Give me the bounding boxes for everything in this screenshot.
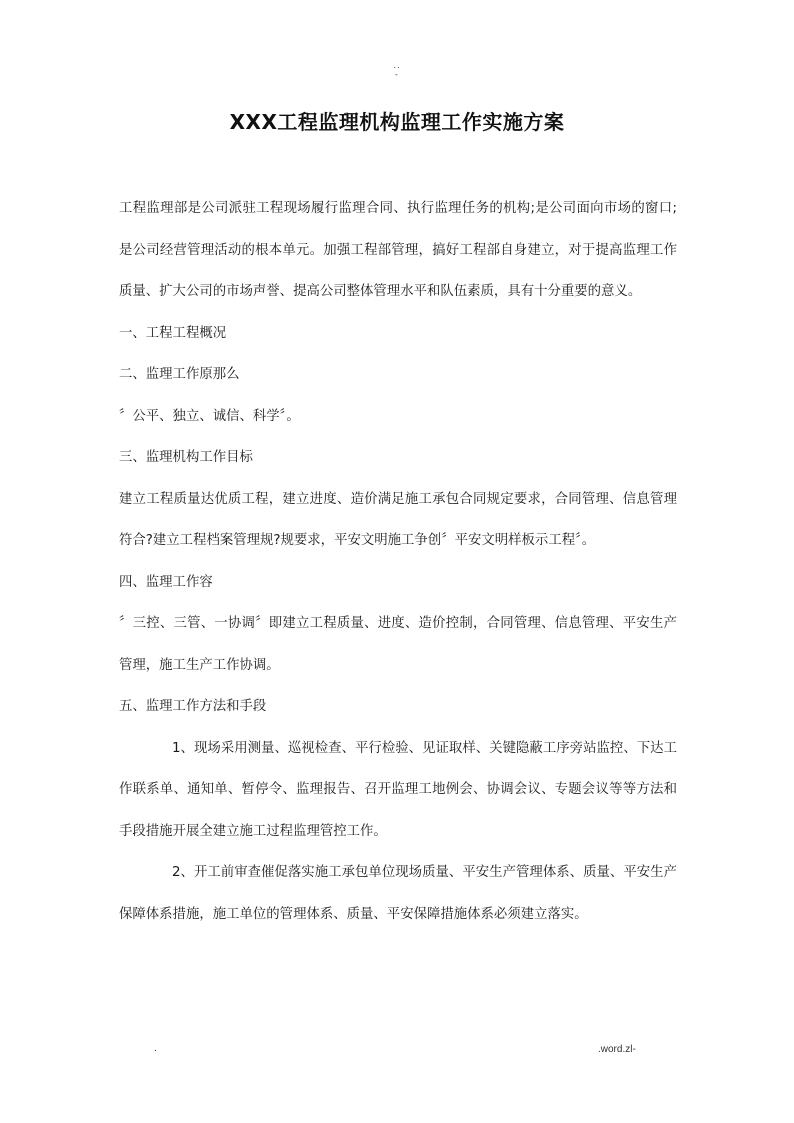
methods-item-1: 1、现场采用测量、巡视检查、平行检验、见证取样、关键隐蔽工序旁站监控、下达工作联系单、通知单、暂停令、监理报告、召开监理工地例会、协调会议、专题会议等等方法和手段措施开展全建立施工过程监理管控工作。: [119, 740, 677, 839]
section-heading-goals: 三、监理机构工作目标: [119, 450, 253, 465]
header-mark: [0, 62, 794, 79]
section-heading-overview: 一、工程工程概况: [119, 325, 227, 341]
principles-text: 〞公平、独立、诚信、科学〞。: [119, 408, 300, 424]
section-heading-methods: 五、监理工作方法和手段: [119, 699, 267, 714]
intro-paragraph: 工程监理部是公司派驻工程现场履行监理合同、执行监理任务的机构;是公司面向市场的窗口;是公司经营管理活动的根本单元。加强工程部管理，搞好工程部自身建立，对于提高监理工作质量、扩大公司的市场声誉、提高公司整体管理水平和队伍素质，具有十分重要的意义。: [119, 201, 677, 299]
footer-left-mark: .: [154, 1044, 157, 1054]
methods-item-2: 2、开工前审查催促落实施工承包单位现场质量、平安生产管理体系、质量、平安生产保障体系措施，施工单位的管理体系、质量、平安保障措施体系必须建立落实。: [119, 865, 677, 922]
header-mark-dots: ..: [393, 61, 401, 70]
document-body: [119, 188, 677, 935]
section-heading-principles: 二、监理工作原那么: [119, 367, 240, 382]
header-mark-dash: -: [395, 70, 399, 79]
goals-text: 建立工程质量达优质工程，建立进度、造价满足施工承包合同规定要求，合同管理、信息管理符合?建立工程档案管理规?规要求，平安文明施工争创〞平安文明样板示工程〞。: [119, 491, 677, 548]
section-heading-content: 四、监理工作容: [119, 574, 213, 590]
content-text: 〞三控、三管、一协调〞即建立工程质量、进度、造价控制，合同管理、信息管理、平安生产管理，施工生产工作协调。: [119, 616, 677, 673]
document-title: XXX工程监理机构监理工作实施方案: [229, 110, 565, 134]
footer-right-mark: .word.zl-: [598, 1044, 636, 1055]
